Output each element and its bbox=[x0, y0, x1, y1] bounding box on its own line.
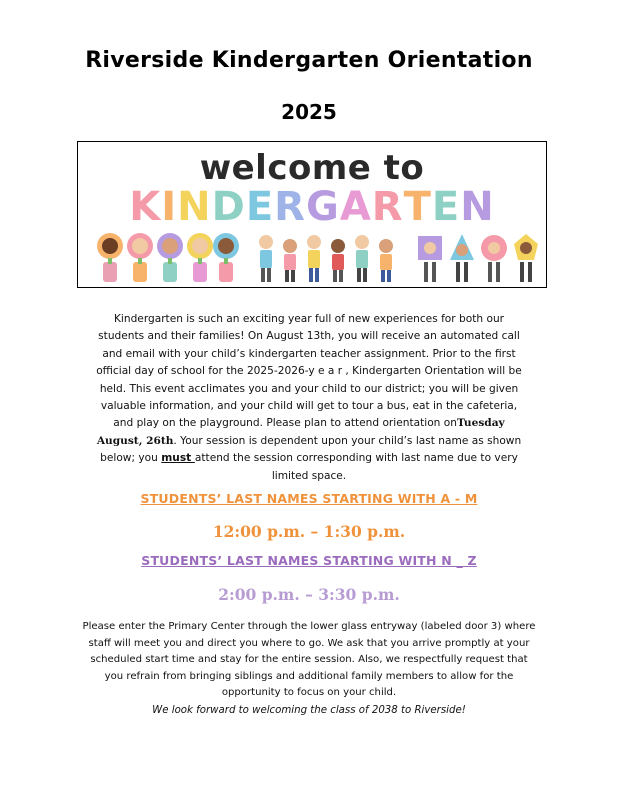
shape-children-icon bbox=[418, 234, 538, 282]
banner-letter: R bbox=[371, 184, 404, 230]
instructions-line: you refrain from bringing siblings and additional family members to allow for the bbox=[104, 670, 514, 682]
banner-illustration bbox=[78, 230, 547, 288]
banner-letter: D bbox=[211, 184, 246, 230]
children-walking-icon bbox=[259, 235, 393, 282]
banner-letter: N bbox=[177, 184, 212, 230]
instructions-line: Please enter the Primary Center through the lower glass entryway (labeled door 3) where bbox=[82, 621, 536, 632]
intro-line-text: . Your session is dependent upon your child’s last name as shown bbox=[173, 434, 522, 447]
banner-letter: E bbox=[431, 184, 461, 230]
banner-letter: R bbox=[274, 184, 306, 230]
intro-line-text: attend the session corresponding with last name due to very bbox=[194, 452, 518, 465]
welcome-banner bbox=[77, 141, 547, 288]
instructions-line: scheduled start time and stay for the entire session. Also, we respectfully request that bbox=[90, 654, 528, 666]
session-group-n-z-time: 2:00 p.m. – 3:30 p.m. bbox=[218, 585, 400, 604]
intro-line bbox=[78, 450, 540, 467]
banner-letter: K bbox=[129, 184, 162, 230]
banner-letter: N bbox=[460, 184, 495, 230]
intro-line-text: below; you bbox=[100, 452, 162, 465]
intro-line-text: and play on the playground. Please plan to attend orientation on bbox=[113, 417, 457, 430]
session-group-a-m-time: 12:00 p.m. – 1:30 p.m. bbox=[212, 522, 406, 541]
intro-line bbox=[78, 415, 540, 432]
session-group-n-z-label: STUDENTS’ LAST NAMES STARTING WITH N _ Z bbox=[141, 553, 477, 568]
page-year: 2025 bbox=[281, 100, 337, 124]
instructions-line: staff will meet you and direct you where to go. We ask that you arrive promptly at your bbox=[88, 637, 530, 649]
intro-line: held. This event acclimates you and your child to our district; you will be given bbox=[99, 382, 519, 395]
instructions-line: opportunity to focus on your child. bbox=[221, 687, 397, 699]
intro-line bbox=[78, 433, 540, 450]
banner-welcome-text: welcome to bbox=[199, 148, 425, 188]
intro-line: limited space. bbox=[271, 469, 347, 482]
intro-line: valuable information, and your child will get to tour a bus, eat in the cafeteria, bbox=[100, 400, 518, 413]
banner-letter: I bbox=[161, 184, 178, 230]
banner-letter: A bbox=[339, 184, 372, 230]
banner-letter: T bbox=[403, 184, 432, 230]
intro-paragraph bbox=[78, 311, 540, 485]
banner-letter: G bbox=[305, 184, 340, 230]
banner-letter: E bbox=[245, 184, 275, 230]
session-group-a-m-label: STUDENTS’ LAST NAMES STARTING WITH A - M bbox=[140, 491, 478, 506]
must-emphasis: must bbox=[161, 452, 195, 465]
intro-line: students and their families! On August 13th, you will receive an automated call bbox=[98, 330, 520, 343]
flower-child-icon bbox=[97, 233, 239, 282]
banner-kindergarten-text bbox=[78, 184, 546, 230]
orientation-date-day: Tuesday bbox=[456, 417, 505, 430]
intro-line: official day of school for the 2025-2026-y e a r , Kindergarten Orientation will be bbox=[96, 365, 522, 378]
orientation-date: August, 26th bbox=[96, 434, 174, 447]
instructions-paragraph bbox=[70, 619, 548, 702]
intro-line: and email with your child’s kindergarten teacher assignment. Prior to the first bbox=[102, 347, 516, 360]
closing-message: We look forward to welcoming the class of 2038 to Riverside! bbox=[152, 705, 466, 716]
intro-line: Kindergarten is such an exciting year full of new experiences for both our bbox=[113, 313, 505, 325]
page-title: Riverside Kindergarten Orientation bbox=[85, 48, 533, 73]
